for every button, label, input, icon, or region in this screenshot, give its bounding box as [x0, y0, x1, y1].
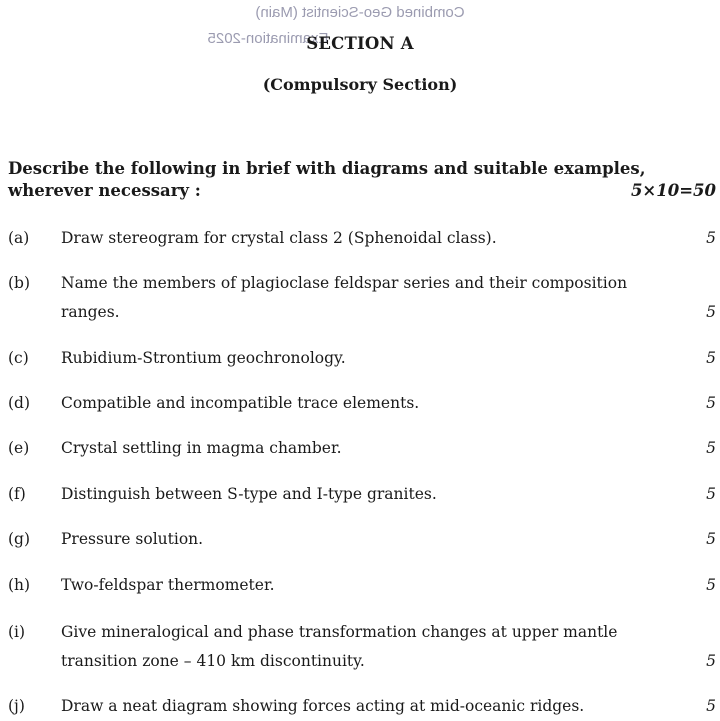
question-a	[8, 224, 716, 253]
question-label: (e)	[8, 439, 30, 457]
question-text: Compatible and incompatible trace elements.	[61, 394, 420, 412]
question-e	[8, 434, 716, 463]
question-text: Rubidium-Strontium geochronology.	[61, 349, 346, 367]
question-text: Crystal settling in magma chamber.	[61, 439, 342, 457]
show-through-text-line2: Examination-2025	[207, 30, 329, 47]
section-subtitle: (Compulsory Section)	[262, 75, 458, 94]
question-label: (c)	[8, 349, 29, 367]
total-marks: 5×10=50	[630, 181, 716, 200]
question-label: (g)	[8, 530, 31, 548]
question-marks: 5	[706, 530, 716, 548]
question-marks: 5	[706, 697, 716, 715]
question-label: (j)	[8, 697, 25, 715]
question-text: Pressure solution.	[61, 530, 204, 548]
question-f	[8, 480, 716, 509]
question-label: (h)	[8, 576, 31, 594]
question-g	[8, 525, 716, 554]
instructions	[8, 158, 718, 202]
question-text: Name the members of plagioclase feldspar series and their composition ranges.	[61, 274, 628, 321]
question-marks: 5	[706, 229, 716, 247]
question-marks: 5	[706, 394, 716, 412]
question-i	[8, 618, 716, 676]
question-text: Give mineralogical and phase transformation changes at upper mantle transition zone – 410 km discontinuity.	[61, 623, 618, 670]
section-title: SECTION A	[306, 34, 414, 53]
question-label: (b)	[8, 274, 31, 292]
question-text: Two-feldspar thermometer.	[61, 576, 275, 594]
question-b	[8, 269, 716, 327]
question-c	[8, 344, 716, 373]
question-marks: 5	[706, 652, 716, 670]
question-text: Draw a neat diagram showing forces acting at mid-oceanic ridges.	[61, 697, 585, 715]
question-label: (i)	[8, 623, 26, 641]
question-marks: 5	[706, 485, 716, 503]
question-marks: 5	[706, 349, 716, 367]
question-h	[8, 571, 716, 600]
instructions-text: Describe the following in brief with diagrams and suitable examples, wherever necessary :	[8, 159, 646, 200]
question-marks: 5	[706, 439, 716, 457]
question-j	[8, 692, 716, 721]
question-marks: 5	[706, 303, 716, 321]
question-text: Distinguish between S-type and I-type granites.	[61, 485, 437, 503]
question-text: Draw stereogram for crystal class 2 (Sphenoidal class).	[61, 229, 497, 247]
question-label: (f)	[8, 485, 26, 503]
question-label: (d)	[8, 394, 31, 412]
question-label: (a)	[8, 229, 30, 247]
question-marks: 5	[706, 576, 716, 594]
question-d	[8, 389, 716, 418]
show-through-text-line1: Combined Geo-Scientist (Main)	[255, 4, 465, 21]
